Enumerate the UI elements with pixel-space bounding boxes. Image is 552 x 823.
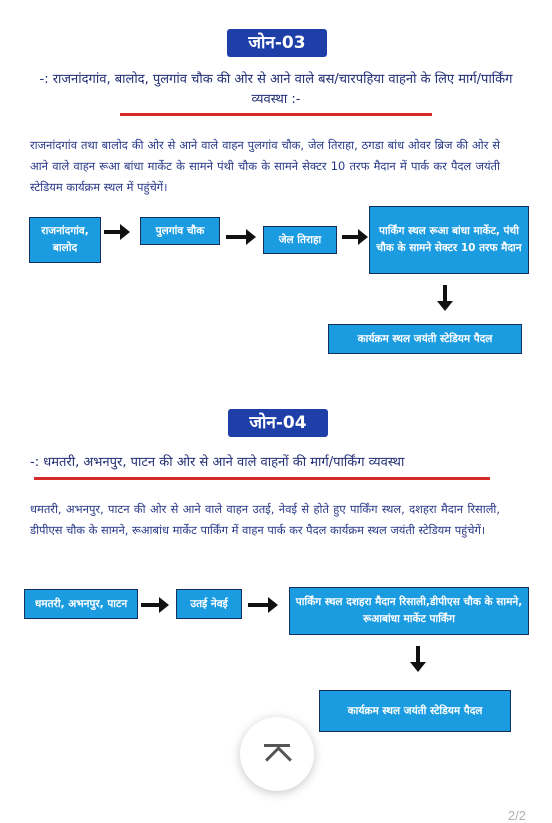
zone-04-badge: जोन-04	[228, 409, 328, 437]
zone-03-origin-box: राजनांदगांव, बालोद	[29, 217, 101, 263]
zone-04-utai-nevai-box: उतई नेवई	[176, 589, 242, 619]
zone-03-heading: -: राजनांदगांव, बालोद, पुलगांव चौक की ओर से आने वाले बस/चारपहिया वाहनो के लिए मार्ग/पार्किंग व्यवस्था :-	[39, 72, 513, 107]
zone-04-origin-box: धमतरी, अभनपुर, पाटन	[24, 589, 138, 619]
zone-04-parking-box: पार्किंग स्थल दशहरा मैदान रिसाली,डीपीएस चौक के सामने, रूआबांधा मार्केट पार्किंग	[289, 587, 529, 635]
zone-03-parking-box: पार्किंग स्थल रूआ बांधा मार्केट, पंथी चौक के सामने सेक्टर 10 तरफ मैदान	[369, 206, 529, 274]
zone-03-underline	[120, 113, 432, 116]
arrow-down-icon	[410, 646, 426, 672]
arrow-right-icon	[104, 224, 130, 240]
arrow-right-icon	[226, 229, 256, 245]
zone-03-destination-box: कार्यक्रम स्थल जयंती स्टेडियम पैदल	[328, 324, 522, 354]
zone-03-paragraph: राजनांदगांव तथा बालोद की ओर से आने वाले वाहन पुलगांव चौक, जेल तिराहा, ठगडा बांध ओवर ब्रिज की ओर से आने वाले वाहन रूआ बांधा मार्केट के सामने पंथी चौक के सामने सेक्टर 10 तरफ मैदान में पार्क कर पैदल जयंती स्टेडियम कार्यक्रम स्थल में पहुंचेगें।	[30, 138, 500, 194]
zone-04-paragraph: धमतरी, अभनपुर, पाटन की ओर से आने वाले वाहन उतई, नेवई से होते हुए पार्किंग स्थल, दशहरा मैदान रिसाली, डीपीएस चौक के सामने, रूआबांध मार्केट पार्किंग में वाहन पार्क कर पैदल कार्यक्रम स्थल जयंती स्टेडियम पहुंचेगें।	[30, 502, 500, 537]
arrow-right-icon	[141, 597, 169, 613]
zone-03-badge: जोन-03	[227, 29, 327, 57]
page-number: 2/2	[507, 808, 526, 823]
zone-03-pulgaon-box: पुलगांव चौक	[140, 217, 220, 245]
scroll-to-top-button[interactable]	[240, 717, 314, 791]
zone-04-destination-box: कार्यक्रम स्थल जयंती स्टेडियम पैदल	[319, 690, 511, 732]
arrow-right-icon	[248, 597, 278, 613]
arrow-down-icon	[437, 285, 453, 311]
zone-04-underline	[34, 477, 490, 480]
arrow-right-icon	[342, 229, 368, 245]
zone-03-jail-tiraha-box: जेल तिराहा	[263, 226, 337, 254]
zone-04-heading: -: धमतरी, अभनपुर, पाटन की ओर से आने वाले वाहनों की मार्ग/पार्किंग व्यवस्था	[30, 455, 405, 470]
chevron-up-icon	[265, 746, 292, 773]
